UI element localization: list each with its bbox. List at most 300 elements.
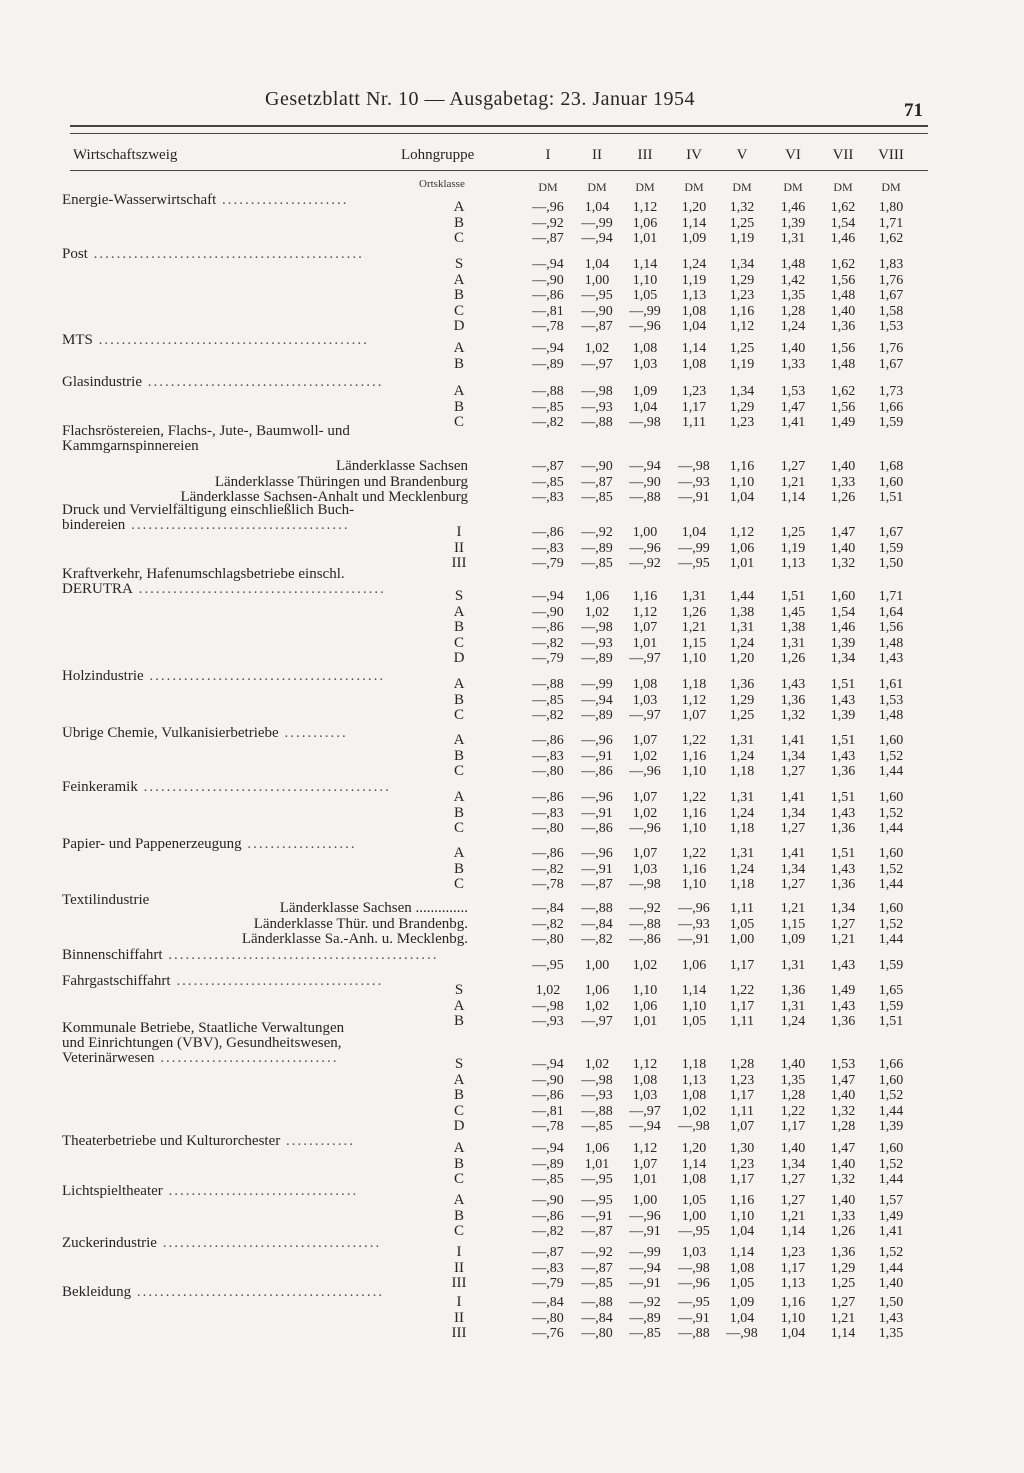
wage-value: 1,24 [729, 861, 755, 877]
wage-value: 1,53 [780, 384, 806, 399]
wage-value: —,86 [581, 821, 613, 837]
wage-value: 1,53 [878, 692, 904, 708]
wage-value: 1,35 [780, 288, 806, 304]
wage-value: —,93 [581, 399, 613, 415]
wage-value: 1,38 [729, 604, 755, 620]
ortsklasse-code: II [454, 1259, 464, 1276]
wage-value: 1,01 [584, 1156, 610, 1172]
ortsklasse-code: C [453, 634, 464, 651]
wage-value: 1,40 [830, 303, 856, 319]
wage-value: 1,16 [729, 1193, 755, 1208]
wage-value: 1,24 [729, 748, 755, 764]
wage-value: 1,47 [830, 1141, 856, 1156]
branch-name-text: Druck und Vervielfältigung einschließlich Buch- [62, 503, 355, 518]
wage-value: 1,71 [878, 215, 904, 231]
column-header-rule [70, 170, 928, 171]
wage-value: —,99 [678, 540, 710, 556]
wage-value: —,85 [532, 399, 564, 415]
wage-value: 1,21 [780, 1208, 806, 1224]
ortsklasse-code: C [453, 302, 464, 319]
wage-value: —,93 [678, 474, 710, 490]
wage-value: 1,46 [780, 200, 806, 215]
leader-dots: ............................... [154, 1050, 339, 1066]
wage-value: —,94 [532, 257, 564, 272]
wage-value: —,92 [532, 215, 564, 231]
ortsklasse-code: I [456, 1294, 462, 1310]
wage-value: —,98 [581, 384, 613, 399]
wage-value: 1,36 [780, 983, 806, 998]
wage-value: 1,06 [632, 998, 658, 1014]
wage-value: 1,44 [878, 1260, 904, 1276]
branch-name-line: bindereien ...................................... [62, 517, 350, 533]
wage-value: —,86 [629, 932, 661, 948]
wage-value: 1,52 [878, 916, 904, 932]
wage-value: 1,34 [780, 1156, 806, 1172]
wage-value: —,87 [532, 459, 564, 474]
wage-value: —,89 [581, 651, 613, 667]
wage-value: 1,02 [584, 998, 610, 1014]
leader-dots: ............................................... [92, 333, 369, 348]
wage-value: 1,01 [632, 231, 658, 247]
wage-value: —,86 [532, 846, 564, 861]
wage-value: 1,36 [830, 319, 856, 335]
ortsklasse-code: C [453, 414, 464, 431]
wage-value: —,91 [581, 861, 613, 877]
wage-value: 1,04 [729, 1310, 755, 1326]
branch-name-text: Glasindustrie [62, 375, 142, 390]
ortsklasse-code: Länderklasse Sachsen .............. [279, 900, 468, 916]
wage-value: —,88 [629, 916, 661, 932]
branch-name [62, 1021, 452, 1066]
wage-value: 1,14 [729, 1245, 755, 1260]
wage-value: 1,60 [878, 474, 904, 490]
ortsklasse-code: B [453, 287, 464, 304]
branch-name [62, 948, 452, 963]
page-number: 71 [904, 100, 923, 121]
wage-value: 1,45 [780, 604, 806, 620]
wage-value: —,89 [532, 1156, 564, 1172]
wage-value: —,99 [629, 1245, 661, 1260]
wage-value: —,86 [532, 620, 564, 636]
branch-name [62, 974, 452, 989]
wage-value: 1,50 [878, 1295, 904, 1310]
wage-value: —,81 [532, 1103, 564, 1119]
wage-value: 1,29 [729, 399, 755, 415]
wage-value: 1,41 [780, 415, 806, 431]
wage-value: 1,40 [830, 459, 856, 474]
wage-value: 1,56 [830, 399, 856, 415]
wage-value: —,78 [532, 1119, 564, 1135]
ortsklasse-code: II [454, 1309, 464, 1326]
wage-value: 1,02 [681, 1103, 707, 1119]
wage-value: 1,31 [681, 589, 707, 604]
wage-value: 1,59 [878, 958, 904, 973]
wage-value: 1,52 [878, 805, 904, 821]
wage-value: —,99 [581, 215, 613, 231]
wage-value: —,98 [678, 1119, 710, 1135]
wage-value: 1,26 [830, 1224, 856, 1240]
wage-value: 1,43 [830, 748, 856, 764]
wage-value: —,92 [581, 525, 613, 540]
wage-value: —,82 [532, 635, 564, 651]
wage-value: 1,32 [729, 200, 755, 215]
lohngruppe-IV: IV [686, 147, 702, 163]
wage-value: 1,04 [632, 399, 658, 415]
wage-value: 1,44 [878, 877, 904, 893]
wage-value: 1,62 [830, 200, 856, 215]
ortsklasse-code: III [451, 1325, 467, 1342]
wage-value: —,85 [581, 1276, 613, 1292]
wage-value: —,92 [629, 901, 661, 916]
wage-value: 1,34 [830, 901, 856, 916]
wage-value: —,98 [532, 998, 564, 1014]
wage-value: 1,10 [681, 877, 707, 893]
wage-value: 1,00 [584, 958, 610, 973]
wage-value: 1,05 [632, 288, 658, 304]
wage-value: 1,14 [681, 983, 707, 998]
wage-value: 1,44 [878, 932, 904, 948]
wage-value: 1,07 [632, 846, 658, 861]
wage-value: 1,10 [729, 1208, 755, 1224]
wage-value: 1,60 [878, 901, 904, 916]
wage-value: 1,20 [681, 1141, 707, 1156]
wage-value: 1,51 [830, 677, 856, 692]
wage-value: —,83 [532, 805, 564, 821]
wage-value: 1,32 [780, 708, 806, 724]
branch-name [62, 567, 452, 597]
wage-value: 1,53 [830, 1057, 856, 1072]
leader-dots: ......................................... [142, 375, 384, 390]
wage-value: —,97 [629, 651, 661, 667]
wage-value: 1,59 [878, 998, 904, 1014]
wage-value: 1,65 [878, 983, 904, 998]
wage-value: 1,62 [830, 384, 856, 399]
currency-label: DM [538, 180, 558, 194]
wage-value: —,94 [629, 459, 661, 474]
wage-value: 1,39 [878, 1119, 904, 1135]
wage-value: 1,44 [878, 821, 904, 837]
wage-value: 1,01 [729, 556, 755, 572]
leader-dots: ............................................... [162, 948, 439, 963]
header-rule [70, 125, 928, 127]
wage-value: 1,08 [632, 1072, 658, 1088]
wage-value: 1,20 [729, 651, 755, 667]
wage-value: 1,27 [780, 821, 806, 837]
page-header-title: Gesetzblatt Nr. 10 — Ausgabetag: 23. Januar 1954 [265, 88, 696, 110]
leader-dots: ........... [278, 726, 348, 741]
wage-value: 1,03 [632, 692, 658, 708]
ortsklasse-code: A [453, 732, 465, 748]
ortsklasse-code: S [454, 588, 464, 604]
wage-value: 1,18 [729, 764, 755, 780]
wage-value: 1,52 [878, 1156, 904, 1172]
wage-value: 1,14 [780, 1224, 806, 1240]
wage-value: 1,06 [584, 983, 610, 998]
wage-value: —,83 [532, 540, 564, 556]
wage-value: 1,32 [830, 1172, 856, 1188]
wage-value: —,93 [532, 1014, 564, 1030]
wage-value: —,97 [581, 1014, 613, 1030]
wage-value: 1,47 [830, 525, 856, 540]
wage-value: —,85 [581, 1119, 613, 1135]
leader-dots: .................................... [170, 974, 384, 989]
wage-value: —,86 [532, 288, 564, 304]
wage-value: 1,44 [878, 1103, 904, 1119]
wage-value: 1,23 [681, 384, 707, 399]
wage-value: 1,49 [830, 983, 856, 998]
branch-name-text: Flachsröstereien, Flachs-, Jute-, Baumwoll- und [62, 424, 350, 439]
wage-value: 1,49 [830, 415, 856, 431]
wage-value: 1,48 [830, 356, 856, 372]
branch-name [62, 837, 452, 852]
wage-value: 1,14 [681, 1156, 707, 1172]
wage-value: —,88 [532, 384, 564, 399]
wage-value: 1,19 [780, 540, 806, 556]
wage-value: 1,03 [632, 356, 658, 372]
wage-value: 1,20 [681, 200, 707, 215]
wage-value: 1,07 [632, 620, 658, 636]
wage-value: —,98 [629, 415, 661, 431]
wage-value: 1,33 [780, 356, 806, 372]
wage-value: —,93 [678, 916, 710, 932]
wage-value: —,99 [581, 677, 613, 692]
wage-value: 1,05 [729, 916, 755, 932]
wage-value: 1,26 [780, 651, 806, 667]
wage-value: —,94 [532, 341, 564, 356]
wage-value: 1,10 [681, 821, 707, 837]
wage-value: —,87 [581, 1224, 613, 1240]
wage-value: 1,04 [584, 200, 610, 215]
wage-value: 1,03 [681, 1245, 707, 1260]
wage-value: 1,16 [681, 861, 707, 877]
currency-label: DM [833, 180, 853, 194]
ortsklasse-code: Länderklasse Thüringen und Brandenburg [214, 473, 468, 490]
wage-value: 1,56 [878, 620, 904, 636]
wage-value: 1,12 [632, 604, 658, 620]
wage-value: 1,02 [584, 341, 610, 356]
wage-value: 1,60 [878, 733, 904, 748]
wage-value: 1,31 [729, 790, 755, 805]
wage-value: 1,27 [830, 1295, 856, 1310]
wage-value: —,95 [581, 288, 613, 304]
wage-value: 1,03 [632, 861, 658, 877]
branch-name-text: Fahrgastschiffahrt [62, 974, 171, 989]
wage-value: —,90 [532, 604, 564, 620]
wage-value: 1,36 [830, 821, 856, 837]
wage-value: 1,49 [878, 1208, 904, 1224]
wage-value: 1,10 [681, 764, 707, 780]
wage-value: 1,10 [632, 272, 658, 288]
wage-value: —,90 [532, 1072, 564, 1088]
wage-value: 1,10 [681, 998, 707, 1014]
wage-value: 1,25 [729, 708, 755, 724]
wage-value: 1,41 [780, 846, 806, 861]
wage-value: —,90 [532, 1193, 564, 1208]
currency-label: DM [881, 180, 901, 194]
wage-value: 1,61 [878, 677, 904, 692]
ortsklasse-code: B [453, 619, 464, 636]
ortsklasse-code: C [453, 230, 464, 247]
branch-name-text: Post [62, 247, 88, 262]
branch-name [62, 1285, 452, 1300]
wage-value: 1,00 [681, 1208, 707, 1224]
wage-value: 1,00 [632, 1193, 658, 1208]
branch-name-line: und Einrichtungen (VBV), Gesundheitswesen, [62, 1035, 342, 1051]
wage-value: —,89 [581, 540, 613, 556]
wage-value: —,96 [581, 733, 613, 748]
wage-value: —,94 [532, 589, 564, 604]
wage-value: —,86 [532, 525, 564, 540]
ortsklasse-code: C [453, 1223, 464, 1240]
branch-name-text: Textilindustrie [62, 893, 150, 908]
wage-value: 1,53 [878, 319, 904, 335]
wage-value: 1,24 [729, 635, 755, 651]
column-header-wirtschaftszweig: Wirtschaftszweig [73, 147, 178, 163]
wage-value: 1,13 [681, 1072, 707, 1088]
wage-value: 1,34 [780, 748, 806, 764]
wage-value: 1,59 [878, 415, 904, 431]
wage-value: —,94 [629, 1119, 661, 1135]
wage-value: 1,12 [632, 1141, 658, 1156]
wage-value: 1,05 [729, 1276, 755, 1292]
branch-name [62, 780, 452, 795]
wage-value: 1,02 [632, 748, 658, 764]
wage-value: 1,23 [780, 1245, 806, 1260]
lohngruppe-VI: VI [785, 147, 801, 163]
wage-value: —,76 [532, 1326, 564, 1342]
wage-value: 1,52 [878, 861, 904, 877]
wage-value: 1,09 [780, 932, 806, 948]
wage-value: —,96 [532, 200, 564, 215]
wage-value: 1,13 [681, 288, 707, 304]
wage-value: —,96 [629, 540, 661, 556]
branch-name-text: Papier- und Pappenerzeugung [62, 837, 242, 852]
wage-value: 1,62 [830, 257, 856, 272]
wage-value: 1,19 [729, 231, 755, 247]
wage-value: 1,44 [729, 589, 755, 604]
ortsklasse-code: B [453, 691, 464, 708]
wage-value: 1,29 [729, 692, 755, 708]
wage-value: 1,13 [780, 1276, 806, 1292]
leader-dots: ........................................... [132, 581, 386, 597]
wage-value: —,85 [581, 556, 613, 572]
wage-value: —,98 [726, 1326, 758, 1342]
wage-value: 1,29 [729, 272, 755, 288]
wage-value: 1,39 [830, 635, 856, 651]
wage-value: 1,09 [681, 231, 707, 247]
wage-value: 1,60 [830, 589, 856, 604]
ortsklasse-code: A [453, 676, 465, 692]
wage-value: —,89 [629, 1310, 661, 1326]
wage-value: —,82 [532, 415, 564, 431]
wage-value: 1,11 [730, 1103, 754, 1119]
wage-value: 1,51 [780, 589, 806, 604]
wage-value: —,98 [678, 459, 710, 474]
wage-value: 1,10 [729, 474, 755, 490]
branch-name-text: Energie-Wasserwirtschaft [62, 193, 217, 208]
wage-value: 1,48 [780, 257, 806, 272]
wage-value: 1,36 [780, 692, 806, 708]
wage-value: 1,24 [780, 319, 806, 335]
wage-value: 1,06 [729, 540, 755, 556]
wage-value: 1,31 [780, 958, 806, 973]
ortsklasse-code: A [453, 603, 465, 620]
wage-value: 1,24 [681, 257, 707, 272]
ortsklasse-code: A [453, 1140, 465, 1156]
wage-value: —,80 [532, 764, 564, 780]
wage-value: —,97 [581, 356, 613, 372]
wage-value: —,96 [629, 821, 661, 837]
wage-value: 1,22 [780, 1103, 806, 1119]
leader-dots: ................... [241, 837, 357, 852]
wage-value: 1,28 [780, 303, 806, 319]
wage-value: 1,27 [780, 1172, 806, 1188]
lohngruppe-V: V [736, 147, 748, 163]
wage-value: 1,60 [878, 1072, 904, 1088]
wage-value: —,86 [532, 1088, 564, 1104]
wage-value: 1,17 [780, 1119, 806, 1135]
wage-value: —,98 [678, 1260, 710, 1276]
wage-value: —,88 [532, 677, 564, 692]
branch-name-text: Binnenschiffahrt [62, 948, 163, 963]
wage-value: 1,17 [729, 998, 755, 1014]
branch-name-line: Veterinärwesen ............................... [62, 1050, 339, 1066]
wage-value: —,91 [678, 1310, 710, 1326]
wage-value: —,84 [581, 916, 613, 932]
wage-value: 1,32 [830, 1103, 856, 1119]
wage-value: 1,08 [632, 677, 658, 692]
wage-value: —,94 [581, 692, 613, 708]
wage-value: 1,08 [681, 1172, 707, 1188]
wage-value: 1,15 [681, 635, 707, 651]
wage-value: 1,12 [632, 1057, 658, 1072]
wage-value: —,82 [532, 861, 564, 877]
wage-value: 1,18 [681, 1057, 707, 1072]
wage-value: 1,32 [830, 556, 856, 572]
branch-name-text: Feinkeramik [62, 780, 138, 795]
wage-value: 1,40 [878, 1276, 904, 1292]
ortsklasse-code: A [453, 789, 465, 805]
branch-name-text: Bekleidung [62, 1285, 132, 1300]
ortsklasse-code: S [454, 982, 464, 998]
branch-name [62, 424, 452, 454]
currency-label: DM [587, 180, 607, 194]
leader-dots: ...................................... [125, 517, 350, 533]
branch-name [62, 375, 452, 390]
leader-dots: ............ [280, 1134, 355, 1149]
wage-value: 1,54 [830, 215, 856, 231]
ortsklasse-code: S [454, 256, 464, 272]
branch-name-text: Zuckerindustrie [62, 1236, 157, 1251]
wage-value: 1,06 [584, 589, 610, 604]
wage-value: —,85 [532, 692, 564, 708]
branch-name-text: Holzindustrie [62, 669, 144, 684]
wage-value: 1,47 [830, 1072, 856, 1088]
wage-value: —,89 [581, 708, 613, 724]
wage-value: —,96 [629, 319, 661, 335]
wage-value: 1,16 [729, 459, 755, 474]
ortsklasse-code: III [451, 555, 467, 572]
wage-value: 1,34 [830, 651, 856, 667]
wage-value: 1,60 [878, 1141, 904, 1156]
wage-value: 1,21 [780, 474, 806, 490]
wage-value: 1,29 [830, 1260, 856, 1276]
wage-value: —,83 [532, 490, 564, 506]
wage-value: —,95 [581, 1193, 613, 1208]
wage-value: —,79 [532, 556, 564, 572]
leader-dots: ............................................... [87, 247, 364, 262]
wage-value: —,90 [532, 272, 564, 288]
